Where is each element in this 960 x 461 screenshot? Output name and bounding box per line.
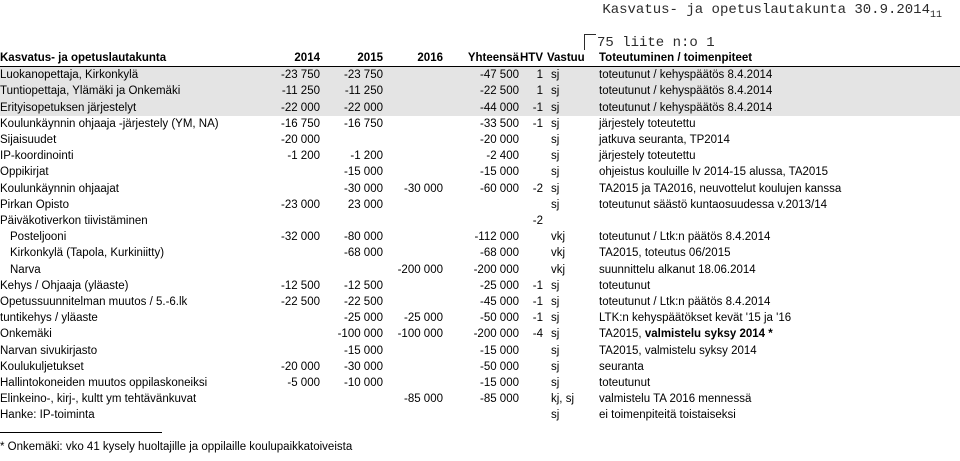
cell-vastuu: sj [551,182,560,195]
cell-2015: -23 750 [320,67,383,84]
cell-total: -2 400 [486,150,519,163]
cell-2016 [383,229,443,245]
cell-2016 [383,116,443,132]
cell-status: toteutunut [599,377,651,390]
cell-status: TA2015, valmistelu syksy 2014 [599,344,757,357]
cell-htv: -4 [532,328,543,341]
cell-htv [519,148,543,164]
cell-2015: -12 500 [343,279,383,292]
row-name: Päiväkotiverkon tiivistäminen [0,215,148,228]
cell-total: -68 000 [479,247,519,260]
cell-2015: 23 000 [347,198,383,211]
cell-vastuu: sj [551,134,560,147]
row-name: Sijaisuudet [0,134,57,147]
table-row [0,310,960,326]
cell-2016 [383,83,443,99]
cell-status: toteutunut / Ltk:n päätös 8.4.2014 [599,231,771,244]
cell-htv: -1 [519,100,543,116]
cell-2016 [383,197,443,213]
document-header [602,2,942,21]
cell-vastuu: sj [543,67,599,84]
col-header-name: Kasvatus- ja opetuslautakunta [0,50,260,67]
table-row [0,181,960,197]
cell-2015: -22 000 [320,100,383,116]
row-name: IP-koordinointi [0,150,74,163]
cell-vastuu: vkj [551,231,566,244]
cell-vastuu: sj [551,117,560,130]
cell-status: toteutunut säästö kuntaosuudessa v.2013/14 [599,198,828,211]
cell-vastuu: vkj [551,263,566,276]
cell-htv [519,359,543,375]
table-row [0,164,960,180]
table-row [0,375,960,391]
cell-2015: -11 250 [320,83,383,99]
cell-2014: -16 750 [280,117,320,130]
cell-status: toteutunut / kehyspäätös 8.4.2014 [599,83,960,99]
table-header-row [0,50,960,67]
cell-status: TA2015, toteutus 06/2015 [599,247,731,260]
cell-total: -50 000 [479,312,519,325]
cell-htv: 1 [519,67,543,84]
cell-2014: -12 500 [280,279,320,292]
row-name: Narva [10,263,41,276]
cell-2014: -23 000 [280,198,320,211]
cell-status: järjestely toteutettu [599,150,696,163]
cell-2016 [383,132,443,148]
cell-htv [519,132,543,148]
cell-2014: -22 000 [260,100,320,116]
cell-htv [519,229,543,245]
cell-2016 [383,294,443,310]
cell-status [599,213,960,229]
cell-total: -50 000 [479,360,519,373]
cell-2016 [383,164,443,180]
cell-status: LTK:n kehyspäätökset kevät '15 ja '16 [599,312,792,325]
cell-total: -15 000 [479,166,519,179]
footnote: * Onkemäki: vko 41 kysely huoltajille ja oppilaille koulupaikkatoiveista [0,441,353,453]
cell-2016 [383,278,443,294]
col-header-htv: HTV [519,50,543,67]
cell-2015 [320,391,383,407]
row-name: Koulukuljetukset [0,360,84,373]
cell-2014 [260,310,320,326]
cell-status: toteutunut / Ltk:n päätös 8.4.2014 [599,296,771,309]
budget-table [0,50,960,424]
cell-vastuu: sj [543,83,599,99]
cell-2014: -11 250 [260,83,320,99]
cell-status: toteutunut / kehyspäätös 8.4.2014 [599,67,960,84]
cell-vastuu: sj [551,360,560,373]
cell-2014: -20 000 [280,360,320,373]
cell-htv: -2 [532,215,543,228]
table-row [0,343,960,359]
cell-2014: -23 750 [260,67,320,84]
cell-htv: -1 [532,296,543,309]
cell-2015 [320,262,383,278]
cell-status: seuranta [599,360,644,373]
col-header-total: Yhteensä [443,50,519,67]
col-header-vastuu: Vastuu [543,50,599,67]
row-name: Onkemäki [0,328,52,341]
table-row [0,100,960,116]
cell-htv: 1 [519,83,543,99]
cell-2014 [260,407,320,423]
row-name: Erityisopetuksen järjestelyt [0,100,260,116]
table-row [0,213,960,229]
table-row [0,391,960,407]
row-name: Opetussuunnitelman muutos / 5.-6.lk [0,296,188,309]
cell-status: toteutunut / kehyspäätös 8.4.2014 [599,100,960,116]
cell-htv [519,164,543,180]
row-name: Kirkonkylä (Tapola, Kurkiniitty) [10,247,165,260]
table-row [0,326,960,342]
cell-2015: -30 000 [343,182,383,195]
header-title: Kasvatus- ja opetuslautakunta 30.9.2014 [602,2,930,18]
table-row [0,262,960,278]
cell-htv [519,375,543,391]
row-name: Koulunkäynnin ohjaaja -järjestely (YM, NA) [0,117,219,130]
cell-2014 [260,164,320,180]
cell-2016 [383,245,443,261]
cell-vastuu: sj [551,409,560,422]
cell-2015: -10 000 [343,377,383,390]
cell-2016 [383,213,443,229]
cell-2016: -100 000 [397,328,443,341]
table-row [0,116,960,132]
cell-2014 [260,181,320,197]
table-row [0,148,960,164]
cell-status: jatkuva seuranta, TP2014 [599,134,730,147]
cell-vastuu: sj [551,296,560,309]
cell-htv: -1 [532,279,543,292]
cell-2016 [383,148,443,164]
cell-2015: -25 000 [343,312,383,325]
cell-status: toteutunut [599,279,651,292]
cell-2014 [260,343,320,359]
row-name: tuntikehys / yläaste [0,312,98,325]
cell-total: -15 000 [479,377,519,390]
cell-total: -47 500 [443,67,519,84]
row-name: Oppikirjat [0,166,49,179]
cell-2014 [260,245,320,261]
cell-total: -200 000 [473,328,519,341]
cell-vastuu: sj [551,150,560,163]
cell-total: -15 000 [479,344,519,357]
cell-vastuu: kj, sj [551,393,574,406]
cell-htv [519,343,543,359]
annex-bracket [584,34,585,50]
cell-total: -44 000 [443,100,519,116]
cell-2014: -32 000 [280,231,320,244]
cell-2016 [383,343,443,359]
cell-2014 [260,391,320,407]
cell-status: järjestely toteutettu [599,117,696,130]
cell-status: ohjeistus kouluille lv 2014-15 alussa, TA2015 [599,166,829,179]
cell-htv [519,262,543,278]
table-row [0,229,960,245]
cell-vastuu: sj [543,100,599,116]
cell-2016: -30 000 [403,182,443,195]
cell-vastuu: sj [551,279,560,292]
cell-2014: -5 000 [287,377,320,390]
row-name: Hanke: IP-toiminta [0,409,95,422]
cell-2015: -30 000 [343,360,383,373]
annex-label [584,34,715,51]
cell-total: -33 500 [479,117,519,130]
cell-2015: -15 000 [343,344,383,357]
status-text: TA2015, [599,328,645,341]
row-name: Koulunkäynnin ohjaajat [0,182,119,195]
table-row [0,83,960,99]
table-row [0,132,960,148]
cell-status: TA2015 ja TA2016, neuvottelut koulujen kanssa [599,182,842,195]
table-body [0,67,960,424]
cell-2014: -20 000 [280,134,320,147]
table-row [0,278,960,294]
cell-total: -25 000 [479,279,519,292]
cell-2015 [320,407,383,423]
cell-2016: -85 000 [403,393,443,406]
cell-htv: -1 [532,117,543,130]
footnote-rule [0,432,162,433]
col-header-2014: 2014 [260,50,320,67]
row-name: Elinkeino-, kirj-, kultt ym tehtävänkuvat [0,393,197,406]
cell-2015 [320,213,383,229]
table-row [0,407,960,423]
col-header-2015: 2015 [320,50,383,67]
cell-htv: -2 [532,182,543,195]
cell-vastuu: sj [551,166,560,179]
cell-vastuu [543,213,599,229]
cell-2015: -16 750 [343,117,383,130]
cell-status: suunnittelu alkanut 18.06.2014 [599,263,756,276]
cell-total: -85 000 [479,393,519,406]
cell-2016 [383,100,443,116]
cell-2014 [260,213,320,229]
cell-2016 [383,359,443,375]
cell-2016 [383,407,443,423]
cell-status: ei toimenpiteitä toistaiseksi [599,409,736,422]
cell-total: -200 000 [473,263,519,276]
row-name: Narvan sivukirjasto [0,344,98,357]
page-number: 11 [929,10,942,21]
cell-htv [519,245,543,261]
cell-2015: -80 000 [343,231,383,244]
cell-total: -60 000 [479,182,519,195]
row-name: Kehys / Ohjaaja (yläaste) [0,279,129,292]
table-row [0,245,960,261]
table-row [0,67,960,84]
cell-total: -20 000 [479,134,519,147]
cell-total [443,197,519,213]
row-name: Pirkan Opisto [0,198,70,211]
cell-vastuu: sj [551,328,560,341]
cell-htv [519,407,543,423]
cell-htv: -1 [532,312,543,325]
cell-2016 [383,375,443,391]
cell-2016: -200 000 [397,263,443,276]
col-header-status: Toteutuminen / toimenpiteet [599,50,960,67]
cell-vastuu: sj [551,312,560,325]
cell-vastuu: sj [551,377,560,390]
table-row [0,197,960,213]
table-row [0,294,960,310]
cell-htv [519,391,543,407]
col-header-2016: 2016 [383,50,443,67]
cell-2014 [260,262,320,278]
cell-2015 [320,132,383,148]
row-name: Posteljooni [10,231,67,244]
cell-2015: -100 000 [337,328,383,341]
table-row [0,359,960,375]
cell-2015: -22 500 [343,296,383,309]
cell-total [443,407,519,423]
cell-status [599,326,960,342]
cell-2016: -25 000 [403,312,443,325]
row-name: Luokanopettaja, Kirkonkylä [0,67,260,84]
cell-vastuu: sj [551,344,560,357]
cell-total: -22 500 [443,83,519,99]
annex-text: 75 liite n:o 1 [597,35,715,51]
status-emphasis: valmistelu syksy 2014 * [644,328,773,341]
cell-status: valmistelu TA 2016 mennessä [599,393,752,406]
cell-2014 [260,326,320,342]
cell-htv [519,197,543,213]
cell-vastuu: vkj [551,247,566,260]
cell-vastuu: sj [551,198,560,211]
row-name: Hallintokoneiden muutos oppilaskoneiksi [0,377,208,390]
cell-2014: -22 500 [280,296,320,309]
cell-total: -45 000 [479,296,519,309]
cell-total [443,213,519,229]
row-name: Tuntiopettaja, Ylämäki ja Onkemäki [0,83,260,99]
cell-2015: -68 000 [343,247,383,260]
cell-2014: -1 200 [287,150,320,163]
cell-2016 [383,67,443,84]
cell-2015: -15 000 [343,166,383,179]
cell-2015: -1 200 [350,150,383,163]
cell-total: -112 000 [474,231,519,244]
